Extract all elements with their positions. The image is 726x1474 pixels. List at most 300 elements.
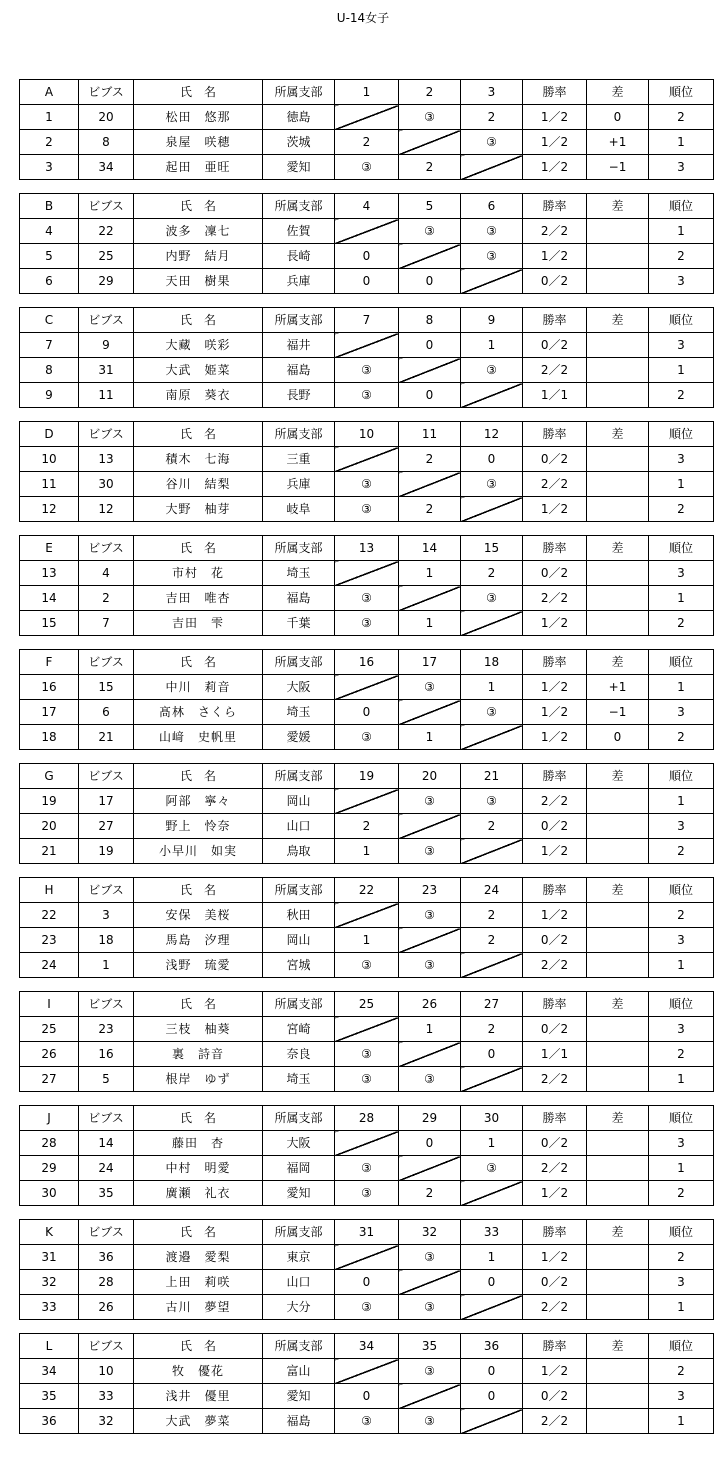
group-label: B <box>20 194 79 219</box>
match-score: 0 <box>399 1131 461 1156</box>
header-branch: 所属支部 <box>263 650 335 675</box>
group-table-d <box>19 421 714 522</box>
header-opponent-number: 10 <box>335 422 399 447</box>
self-match-diagonal <box>399 1156 461 1181</box>
match-score: 0 <box>335 700 399 725</box>
table-row <box>20 789 714 814</box>
bib-number: 8 <box>79 130 134 155</box>
branch: 佐賀 <box>263 219 335 244</box>
table-row <box>20 497 714 522</box>
player-name: 大武 姫菜 <box>134 358 263 383</box>
header-name: 氏 名 <box>134 1106 263 1131</box>
table-row <box>20 928 714 953</box>
group-label: G <box>20 764 79 789</box>
player-number: 14 <box>20 586 79 611</box>
rank: 1 <box>649 472 714 497</box>
match-score: ③ <box>335 358 399 383</box>
header-diff: 差 <box>587 1106 649 1131</box>
player-name: 吉田 唯杏 <box>134 586 263 611</box>
table-row <box>20 1359 714 1384</box>
header-opponent-number: 17 <box>399 650 461 675</box>
header-bibs: ビブス <box>79 194 134 219</box>
group-header-row <box>20 1220 714 1245</box>
score-diff <box>587 928 649 953</box>
match-score: 0 <box>335 1384 399 1409</box>
branch: 徳島 <box>263 105 335 130</box>
player-name: 三枝 柚葵 <box>134 1017 263 1042</box>
rank: 2 <box>649 903 714 928</box>
branch: 福井 <box>263 333 335 358</box>
branch: 福島 <box>263 1409 335 1434</box>
win-rate: 1／2 <box>523 130 587 155</box>
table-row <box>20 725 714 750</box>
bib-number: 28 <box>79 1270 134 1295</box>
player-number: 17 <box>20 700 79 725</box>
self-match-diagonal <box>461 1067 523 1092</box>
table-row <box>20 611 714 636</box>
match-score: 0 <box>335 1270 399 1295</box>
rank: 2 <box>649 497 714 522</box>
table-row <box>20 1042 714 1067</box>
rank: 1 <box>649 586 714 611</box>
win-rate: 2／2 <box>523 472 587 497</box>
bib-number: 26 <box>79 1295 134 1320</box>
bib-number: 24 <box>79 1156 134 1181</box>
bib-number: 30 <box>79 472 134 497</box>
match-score: 1 <box>399 725 461 750</box>
group-label: C <box>20 308 79 333</box>
player-name: 南原 葵衣 <box>134 383 263 408</box>
win-rate: 1／2 <box>523 675 587 700</box>
player-number: 5 <box>20 244 79 269</box>
bib-number: 9 <box>79 333 134 358</box>
table-row <box>20 472 714 497</box>
self-match-diagonal <box>399 472 461 497</box>
match-score: 0 <box>461 1270 523 1295</box>
header-opponent-number: 31 <box>335 1220 399 1245</box>
self-match-diagonal <box>461 383 523 408</box>
match-score: ③ <box>335 1042 399 1067</box>
self-match-diagonal <box>461 1181 523 1206</box>
group-label: F <box>20 650 79 675</box>
bib-number: 17 <box>79 789 134 814</box>
bib-number: 33 <box>79 1384 134 1409</box>
player-name: 大野 柚芽 <box>134 497 263 522</box>
match-score: ③ <box>461 700 523 725</box>
self-match-diagonal <box>461 155 523 180</box>
player-number: 9 <box>20 383 79 408</box>
group-table-k <box>19 1219 714 1320</box>
self-match-diagonal <box>335 903 399 928</box>
header-bibs: ビブス <box>79 80 134 105</box>
match-score: 1 <box>399 1017 461 1042</box>
match-score: 0 <box>461 447 523 472</box>
header-branch: 所属支部 <box>263 764 335 789</box>
header-bibs: ビブス <box>79 1106 134 1131</box>
group-label: E <box>20 536 79 561</box>
match-score: 2 <box>461 814 523 839</box>
win-rate: 0／2 <box>523 447 587 472</box>
player-name: 髙林 さくら <box>134 700 263 725</box>
player-name: 吉田 雫 <box>134 611 263 636</box>
score-diff <box>587 497 649 522</box>
header-opponent-number: 12 <box>461 422 523 447</box>
player-name: 裏 詩音 <box>134 1042 263 1067</box>
match-score: 0 <box>399 333 461 358</box>
self-match-diagonal <box>461 611 523 636</box>
header-branch: 所属支部 <box>263 992 335 1017</box>
win-rate: 2／2 <box>523 586 587 611</box>
rank: 3 <box>649 561 714 586</box>
score-diff <box>587 1384 649 1409</box>
score-diff <box>587 447 649 472</box>
table-row <box>20 586 714 611</box>
player-number: 29 <box>20 1156 79 1181</box>
header-rank: 順位 <box>649 992 714 1017</box>
match-score: ③ <box>335 472 399 497</box>
header-name: 氏 名 <box>134 422 263 447</box>
score-diff <box>587 903 649 928</box>
rank: 3 <box>649 1017 714 1042</box>
table-row <box>20 333 714 358</box>
header-rank: 順位 <box>649 1220 714 1245</box>
player-name: 積木 七海 <box>134 447 263 472</box>
header-bibs: ビブス <box>79 422 134 447</box>
rank: 1 <box>649 219 714 244</box>
match-score: 0 <box>399 269 461 294</box>
bib-number: 25 <box>79 244 134 269</box>
player-number: 20 <box>20 814 79 839</box>
rank: 1 <box>649 1409 714 1434</box>
score-diff <box>587 1409 649 1434</box>
match-score: 0 <box>461 1359 523 1384</box>
table-row <box>20 219 714 244</box>
header-opponent-number: 14 <box>399 536 461 561</box>
header-rank: 順位 <box>649 194 714 219</box>
score-diff <box>587 269 649 294</box>
self-match-diagonal <box>335 1359 399 1384</box>
player-name: 浅野 琉愛 <box>134 953 263 978</box>
player-number: 10 <box>20 447 79 472</box>
match-score: ③ <box>399 953 461 978</box>
win-rate: 0／2 <box>523 1131 587 1156</box>
rank: 1 <box>649 130 714 155</box>
header-name: 氏 名 <box>134 764 263 789</box>
player-number: 23 <box>20 928 79 953</box>
match-score: ③ <box>461 130 523 155</box>
rank: 2 <box>649 839 714 864</box>
header-opponent-number: 35 <box>399 1334 461 1359</box>
match-score: ③ <box>335 1409 399 1434</box>
bib-number: 35 <box>79 1181 134 1206</box>
match-score: 2 <box>461 1017 523 1042</box>
player-name: 大藏 咲彩 <box>134 333 263 358</box>
table-row <box>20 105 714 130</box>
match-score: 1 <box>461 333 523 358</box>
header-opponent-number: 19 <box>335 764 399 789</box>
player-name: 松田 悠那 <box>134 105 263 130</box>
rank: 2 <box>649 105 714 130</box>
bib-number: 12 <box>79 497 134 522</box>
branch: 長崎 <box>263 244 335 269</box>
player-name: 野上 怜奈 <box>134 814 263 839</box>
match-score: 2 <box>335 814 399 839</box>
header-branch: 所属支部 <box>263 878 335 903</box>
self-match-diagonal <box>335 333 399 358</box>
player-name: 上田 莉咲 <box>134 1270 263 1295</box>
table-row <box>20 903 714 928</box>
match-score: ③ <box>335 497 399 522</box>
win-rate: 1／2 <box>523 1359 587 1384</box>
bib-number: 36 <box>79 1245 134 1270</box>
branch: 岡山 <box>263 789 335 814</box>
player-number: 6 <box>20 269 79 294</box>
header-diff: 差 <box>587 536 649 561</box>
group-header-row <box>20 194 714 219</box>
header-opponent-number: 6 <box>461 194 523 219</box>
match-score: ③ <box>399 1409 461 1434</box>
bib-number: 1 <box>79 953 134 978</box>
rank: 3 <box>649 447 714 472</box>
match-score: ③ <box>399 789 461 814</box>
header-opponent-number: 11 <box>399 422 461 447</box>
match-score: ③ <box>335 1156 399 1181</box>
group-label: I <box>20 992 79 1017</box>
player-number: 28 <box>20 1131 79 1156</box>
player-number: 34 <box>20 1359 79 1384</box>
branch: 千葉 <box>263 611 335 636</box>
page-title: U-14女子 <box>336 11 390 25</box>
score-diff <box>587 1245 649 1270</box>
table-row <box>20 358 714 383</box>
group-tables <box>19 79 713 1447</box>
player-number: 36 <box>20 1409 79 1434</box>
branch: 愛媛 <box>263 725 335 750</box>
header-branch: 所属支部 <box>263 1106 335 1131</box>
self-match-diagonal <box>399 814 461 839</box>
win-rate: 2／2 <box>523 358 587 383</box>
bib-number: 21 <box>79 725 134 750</box>
player-number: 24 <box>20 953 79 978</box>
match-score: ③ <box>461 472 523 497</box>
self-match-diagonal <box>399 1270 461 1295</box>
header-opponent-number: 8 <box>399 308 461 333</box>
player-number: 7 <box>20 333 79 358</box>
group-table-l <box>19 1333 714 1434</box>
header-opponent-number: 5 <box>399 194 461 219</box>
win-rate: 2／2 <box>523 219 587 244</box>
header-opponent-number: 34 <box>335 1334 399 1359</box>
self-match-diagonal <box>399 358 461 383</box>
branch: 東京 <box>263 1245 335 1270</box>
player-number: 33 <box>20 1295 79 1320</box>
self-match-diagonal <box>461 269 523 294</box>
player-number: 21 <box>20 839 79 864</box>
score-diff <box>587 1131 649 1156</box>
bib-number: 23 <box>79 1017 134 1042</box>
rank: 1 <box>649 675 714 700</box>
rank: 2 <box>649 244 714 269</box>
match-score: 2 <box>461 928 523 953</box>
header-diff: 差 <box>587 764 649 789</box>
table-row <box>20 1295 714 1320</box>
score-diff: −1 <box>587 700 649 725</box>
match-score: 2 <box>399 497 461 522</box>
branch: 大阪 <box>263 1131 335 1156</box>
header-bibs: ビブス <box>79 536 134 561</box>
rank: 3 <box>649 814 714 839</box>
match-score: ③ <box>399 1295 461 1320</box>
player-name: 谷川 結梨 <box>134 472 263 497</box>
group-header-row <box>20 80 714 105</box>
header-name: 氏 名 <box>134 1334 263 1359</box>
match-score: ③ <box>461 358 523 383</box>
header-opponent-number: 21 <box>461 764 523 789</box>
match-score: 1 <box>461 1245 523 1270</box>
player-number: 18 <box>20 725 79 750</box>
match-score: ③ <box>461 1156 523 1181</box>
table-row <box>20 561 714 586</box>
win-rate: 1／2 <box>523 611 587 636</box>
rank: 2 <box>649 725 714 750</box>
self-match-diagonal <box>461 953 523 978</box>
player-number: 27 <box>20 1067 79 1092</box>
branch: 奈良 <box>263 1042 335 1067</box>
win-rate: 1／2 <box>523 155 587 180</box>
score-diff: +1 <box>587 130 649 155</box>
win-rate: 1／2 <box>523 244 587 269</box>
header-rank: 順位 <box>649 650 714 675</box>
player-name: 廣瀬 礼衣 <box>134 1181 263 1206</box>
score-diff <box>587 1295 649 1320</box>
header-win-rate: 勝率 <box>523 194 587 219</box>
branch: 岡山 <box>263 928 335 953</box>
header-rank: 順位 <box>649 1334 714 1359</box>
rank: 2 <box>649 1181 714 1206</box>
group-header-row <box>20 422 714 447</box>
match-score: 2 <box>461 903 523 928</box>
player-name: 山﨑 史帆里 <box>134 725 263 750</box>
match-score: ③ <box>461 219 523 244</box>
match-score: 2 <box>399 1181 461 1206</box>
match-score: ③ <box>399 219 461 244</box>
match-score: ③ <box>399 105 461 130</box>
rank: 3 <box>649 155 714 180</box>
group-label: H <box>20 878 79 903</box>
match-score: ③ <box>335 383 399 408</box>
table-row <box>20 1017 714 1042</box>
header-opponent-number: 32 <box>399 1220 461 1245</box>
rank: 3 <box>649 700 714 725</box>
rank: 1 <box>649 358 714 383</box>
win-rate: 0／2 <box>523 928 587 953</box>
header-opponent-number: 23 <box>399 878 461 903</box>
match-score: ③ <box>461 244 523 269</box>
table-row <box>20 447 714 472</box>
rank: 2 <box>649 611 714 636</box>
self-match-diagonal <box>399 244 461 269</box>
branch: 大分 <box>263 1295 335 1320</box>
header-diff: 差 <box>587 992 649 1017</box>
score-diff <box>587 1181 649 1206</box>
rank: 3 <box>649 1384 714 1409</box>
self-match-diagonal <box>399 1384 461 1409</box>
self-match-diagonal <box>461 725 523 750</box>
header-opponent-number: 25 <box>335 992 399 1017</box>
group-table-g <box>19 763 714 864</box>
player-number: 2 <box>20 130 79 155</box>
win-rate: 2／2 <box>523 789 587 814</box>
rank: 3 <box>649 1270 714 1295</box>
rank: 3 <box>649 269 714 294</box>
score-diff <box>587 333 649 358</box>
header-name: 氏 名 <box>134 194 263 219</box>
win-rate: 2／2 <box>523 1067 587 1092</box>
self-match-diagonal <box>461 1409 523 1434</box>
win-rate: 1／2 <box>523 700 587 725</box>
header-branch: 所属支部 <box>263 536 335 561</box>
header-win-rate: 勝率 <box>523 1334 587 1359</box>
branch: 大阪 <box>263 675 335 700</box>
group-label: A <box>20 80 79 105</box>
rank: 3 <box>649 928 714 953</box>
group-header-row <box>20 1334 714 1359</box>
header-opponent-number: 29 <box>399 1106 461 1131</box>
header-win-rate: 勝率 <box>523 878 587 903</box>
player-name: 古川 夢望 <box>134 1295 263 1320</box>
win-rate: 1／2 <box>523 105 587 130</box>
table-row <box>20 1245 714 1270</box>
group-table-i <box>19 991 714 1092</box>
match-score: ③ <box>335 586 399 611</box>
match-score: ③ <box>335 1067 399 1092</box>
bib-number: 32 <box>79 1409 134 1434</box>
rank: 3 <box>649 333 714 358</box>
header-rank: 順位 <box>649 1106 714 1131</box>
bib-number: 10 <box>79 1359 134 1384</box>
match-score: ③ <box>335 1181 399 1206</box>
player-name: 内野 結月 <box>134 244 263 269</box>
match-score: ③ <box>399 1359 461 1384</box>
group-table-j <box>19 1105 714 1206</box>
table-row <box>20 1156 714 1181</box>
win-rate: 2／2 <box>523 953 587 978</box>
win-rate: 0／2 <box>523 1384 587 1409</box>
group-header-row <box>20 992 714 1017</box>
win-rate: 0／2 <box>523 269 587 294</box>
table-row <box>20 269 714 294</box>
player-number: 4 <box>20 219 79 244</box>
rank: 3 <box>649 1131 714 1156</box>
header-rank: 順位 <box>649 878 714 903</box>
branch: 埼玉 <box>263 700 335 725</box>
group-table-c <box>19 307 714 408</box>
header-opponent-number: 20 <box>399 764 461 789</box>
player-number: 32 <box>20 1270 79 1295</box>
header-opponent-number: 33 <box>461 1220 523 1245</box>
header-name: 氏 名 <box>134 308 263 333</box>
bib-number: 22 <box>79 219 134 244</box>
match-score: ③ <box>399 903 461 928</box>
match-score: ③ <box>461 586 523 611</box>
player-number: 16 <box>20 675 79 700</box>
win-rate: 0／2 <box>523 333 587 358</box>
player-number: 15 <box>20 611 79 636</box>
header-rank: 順位 <box>649 422 714 447</box>
player-number: 26 <box>20 1042 79 1067</box>
score-diff: +1 <box>587 675 649 700</box>
header-branch: 所属支部 <box>263 1220 335 1245</box>
